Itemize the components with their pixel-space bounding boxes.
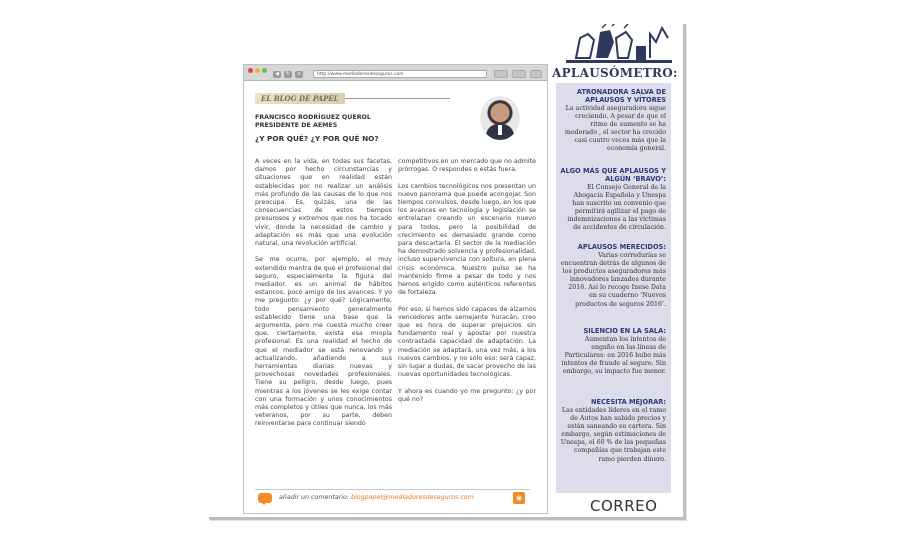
section-heading: SILENCIO EN LA SALA: xyxy=(583,327,666,335)
section-text: El Consejo General de la Abogacía Española y Unespa han suscrito un convenio que permitirá agilizar el pago de indemnizaciones a las víctimas de accidentes de circulación. xyxy=(567,184,666,232)
maximize-dot-icon xyxy=(262,68,267,73)
sidebar-section xyxy=(560,167,666,233)
author-role: PRESIDENTE DE AEMES xyxy=(255,122,338,129)
address-bar: http://www.mediadoresdeseguros.com xyxy=(313,70,487,78)
section-text: Las entidades líderes en el ramo de Autos han subido precios y están saneando su cartera. Sin embargo, según estimaciones de Unespa, el 60 % de las pequeñas compañías que trabajan este ramo pierden dinero. xyxy=(560,407,666,463)
reload-icon: ↻ xyxy=(285,71,291,77)
author-block xyxy=(255,114,371,130)
sidebar-section xyxy=(560,88,666,154)
browser-toolbar xyxy=(244,65,547,81)
article-headline: ¿Y POR QUÉ? ¿Y POR QUÉ NO? xyxy=(255,134,379,143)
author-name: FRANCISCO RODRÍGUEZ QUEROL xyxy=(255,114,371,121)
article-paragraph: Los cambios tecnológicos nos presentan un nuevo panorama que puede acongojar. Son tiempos convulsos, desde luego, en los que los avances en tecnología y legislación se entrelazan creando un escenario nuevo para todos, pero la posibilidad de crecimiento es demasiado grande como para descartarla. El sector de la mediación ha demostrado solvencia y profesionalidad, incluso supervivencia con soltura, en plena crisis económica. Nuestro pulso se ha mantenido firme a pesar de todo y nos hemos erigido como auténticos referentes de fortaleza. xyxy=(398,182,536,297)
toolbar-button xyxy=(512,70,526,78)
article-column-right xyxy=(398,158,536,412)
rss-icon[interactable]: ◉ xyxy=(513,492,525,504)
section-heading: ATRONADORA SALVA DE APLAUSOS Y VÍTORES xyxy=(576,88,666,104)
blog-banner xyxy=(255,93,450,104)
author-photo xyxy=(480,96,520,140)
sidebar-title: APLAUSÓMETRO: xyxy=(552,66,678,80)
article-column-left xyxy=(255,158,392,437)
sidebar-section xyxy=(560,398,666,464)
section-heading: ALGO MÁS QUE APLAUSOS Y ALGÚN ‘BRAVO’: xyxy=(560,167,666,183)
comment-bubble-icon xyxy=(258,493,272,503)
article-paragraph: Se me ocurre, por ejemplo, el muy extendido mantra de que el profesional del seguro, especialmente la figura del mediador, es un animal de hábitos estancos, poco amigo de los avances. Y yo me pregunto: ¿y por qué? Lógicamente, todo pensamiento generalmente establecido tiene una base que la argumenta, pero me cuesta mucho creer que, ciertamente, exista esa miopía profesional. Es una realidad el hecho de que el mediador se está renovando y actualizando, añadiendo a sus herramientas diarias nuevas y provechosas novedades profesionales. Tiene su peligro, desde luego, pues mientras a los jóvenes se les exige contar con una formación y unos conocimientos más completos y útiles que nunca, los más veteranos, por su parte, deben reinventarse para continuar siendo xyxy=(255,256,392,428)
photo-shirt xyxy=(498,125,502,135)
sidebar-section xyxy=(560,327,666,376)
article-paragraph: Y ahora es cuando yo me pregunto: ¿y por qué no? xyxy=(398,387,536,403)
sidebar-section xyxy=(560,243,666,309)
brand-logo: CORREO xyxy=(590,497,658,515)
section-heading: NECESITA MEJORAR: xyxy=(591,398,666,406)
add-comment-link[interactable] xyxy=(279,494,474,501)
close-dot-icon xyxy=(248,68,253,73)
comment-email[interactable]: blogpapel@mediadoresdeseguros.com xyxy=(351,494,474,501)
blog-footer xyxy=(255,489,530,505)
toolbar-button xyxy=(530,70,542,78)
article-paragraph: Por eso, si hemos sido capaces de alzarnos vencedores ante semejante huracán, creo que es hora de superar prejuicios sin fundamento real y apostar por nuestra contrastada capacidad de adaptación. La mediación se adaptará, una vez más, a los nuevos cambios, y no sólo eso: será capaz, sin lugar a dudas, de sacar provecho de las nuevas oportunidades tecnológicas. xyxy=(398,305,536,379)
section-text: La actividad aseguradora sigue creciendo. A pesar de que el ritmo de aumento se ha moderado , el sector ha crecido casi cuatro veces más que la economía general. xyxy=(564,105,666,153)
back-icon: ◀ xyxy=(273,71,281,78)
section-text: Aumentan los intentos de engaño en las líneas de Particulares: en 2016 hubo más intentos de fraude al seguro. Sin embargo, su impacto fue menor. xyxy=(561,336,666,376)
minimize-dot-icon xyxy=(255,68,260,73)
blog-banner-label: EL BLOG DE PAPEL xyxy=(255,93,345,104)
article-paragraph: competitivos en un mercado que no admite prórrogas. O respondes o estás fuera. xyxy=(398,158,536,174)
clapping-hands-icon xyxy=(566,24,672,64)
toolbar-button xyxy=(494,70,508,78)
add-comment-label: añadir un comentario: xyxy=(279,494,349,501)
article-paragraph: A veces en la vida, en todas sus facetas, damos por hecho circunstancias y situaciones que en realidad están establecidas por no realizar un análisis más profundo de las causas de lo que nos preocupa. Es, quizás, una de las consecuencias de estos tiempos presurosos y extremos que nos ha tocado vivir, donde la necesidad de cambio y adaptación es más que una evolución natural, una revolución artificial. xyxy=(255,158,392,248)
section-heading: APLAUSOS MERECIDOS: xyxy=(577,243,666,251)
home-icon: ⌂ xyxy=(295,71,303,78)
section-text: Varias corredurías se encuentran detrás de algunos de los productos aseguradores más innovadores lanzados durante 2016. Así lo recoge Inese Data en su cuaderno ‘Nuevos productos de seguros 2016’. xyxy=(560,252,666,308)
